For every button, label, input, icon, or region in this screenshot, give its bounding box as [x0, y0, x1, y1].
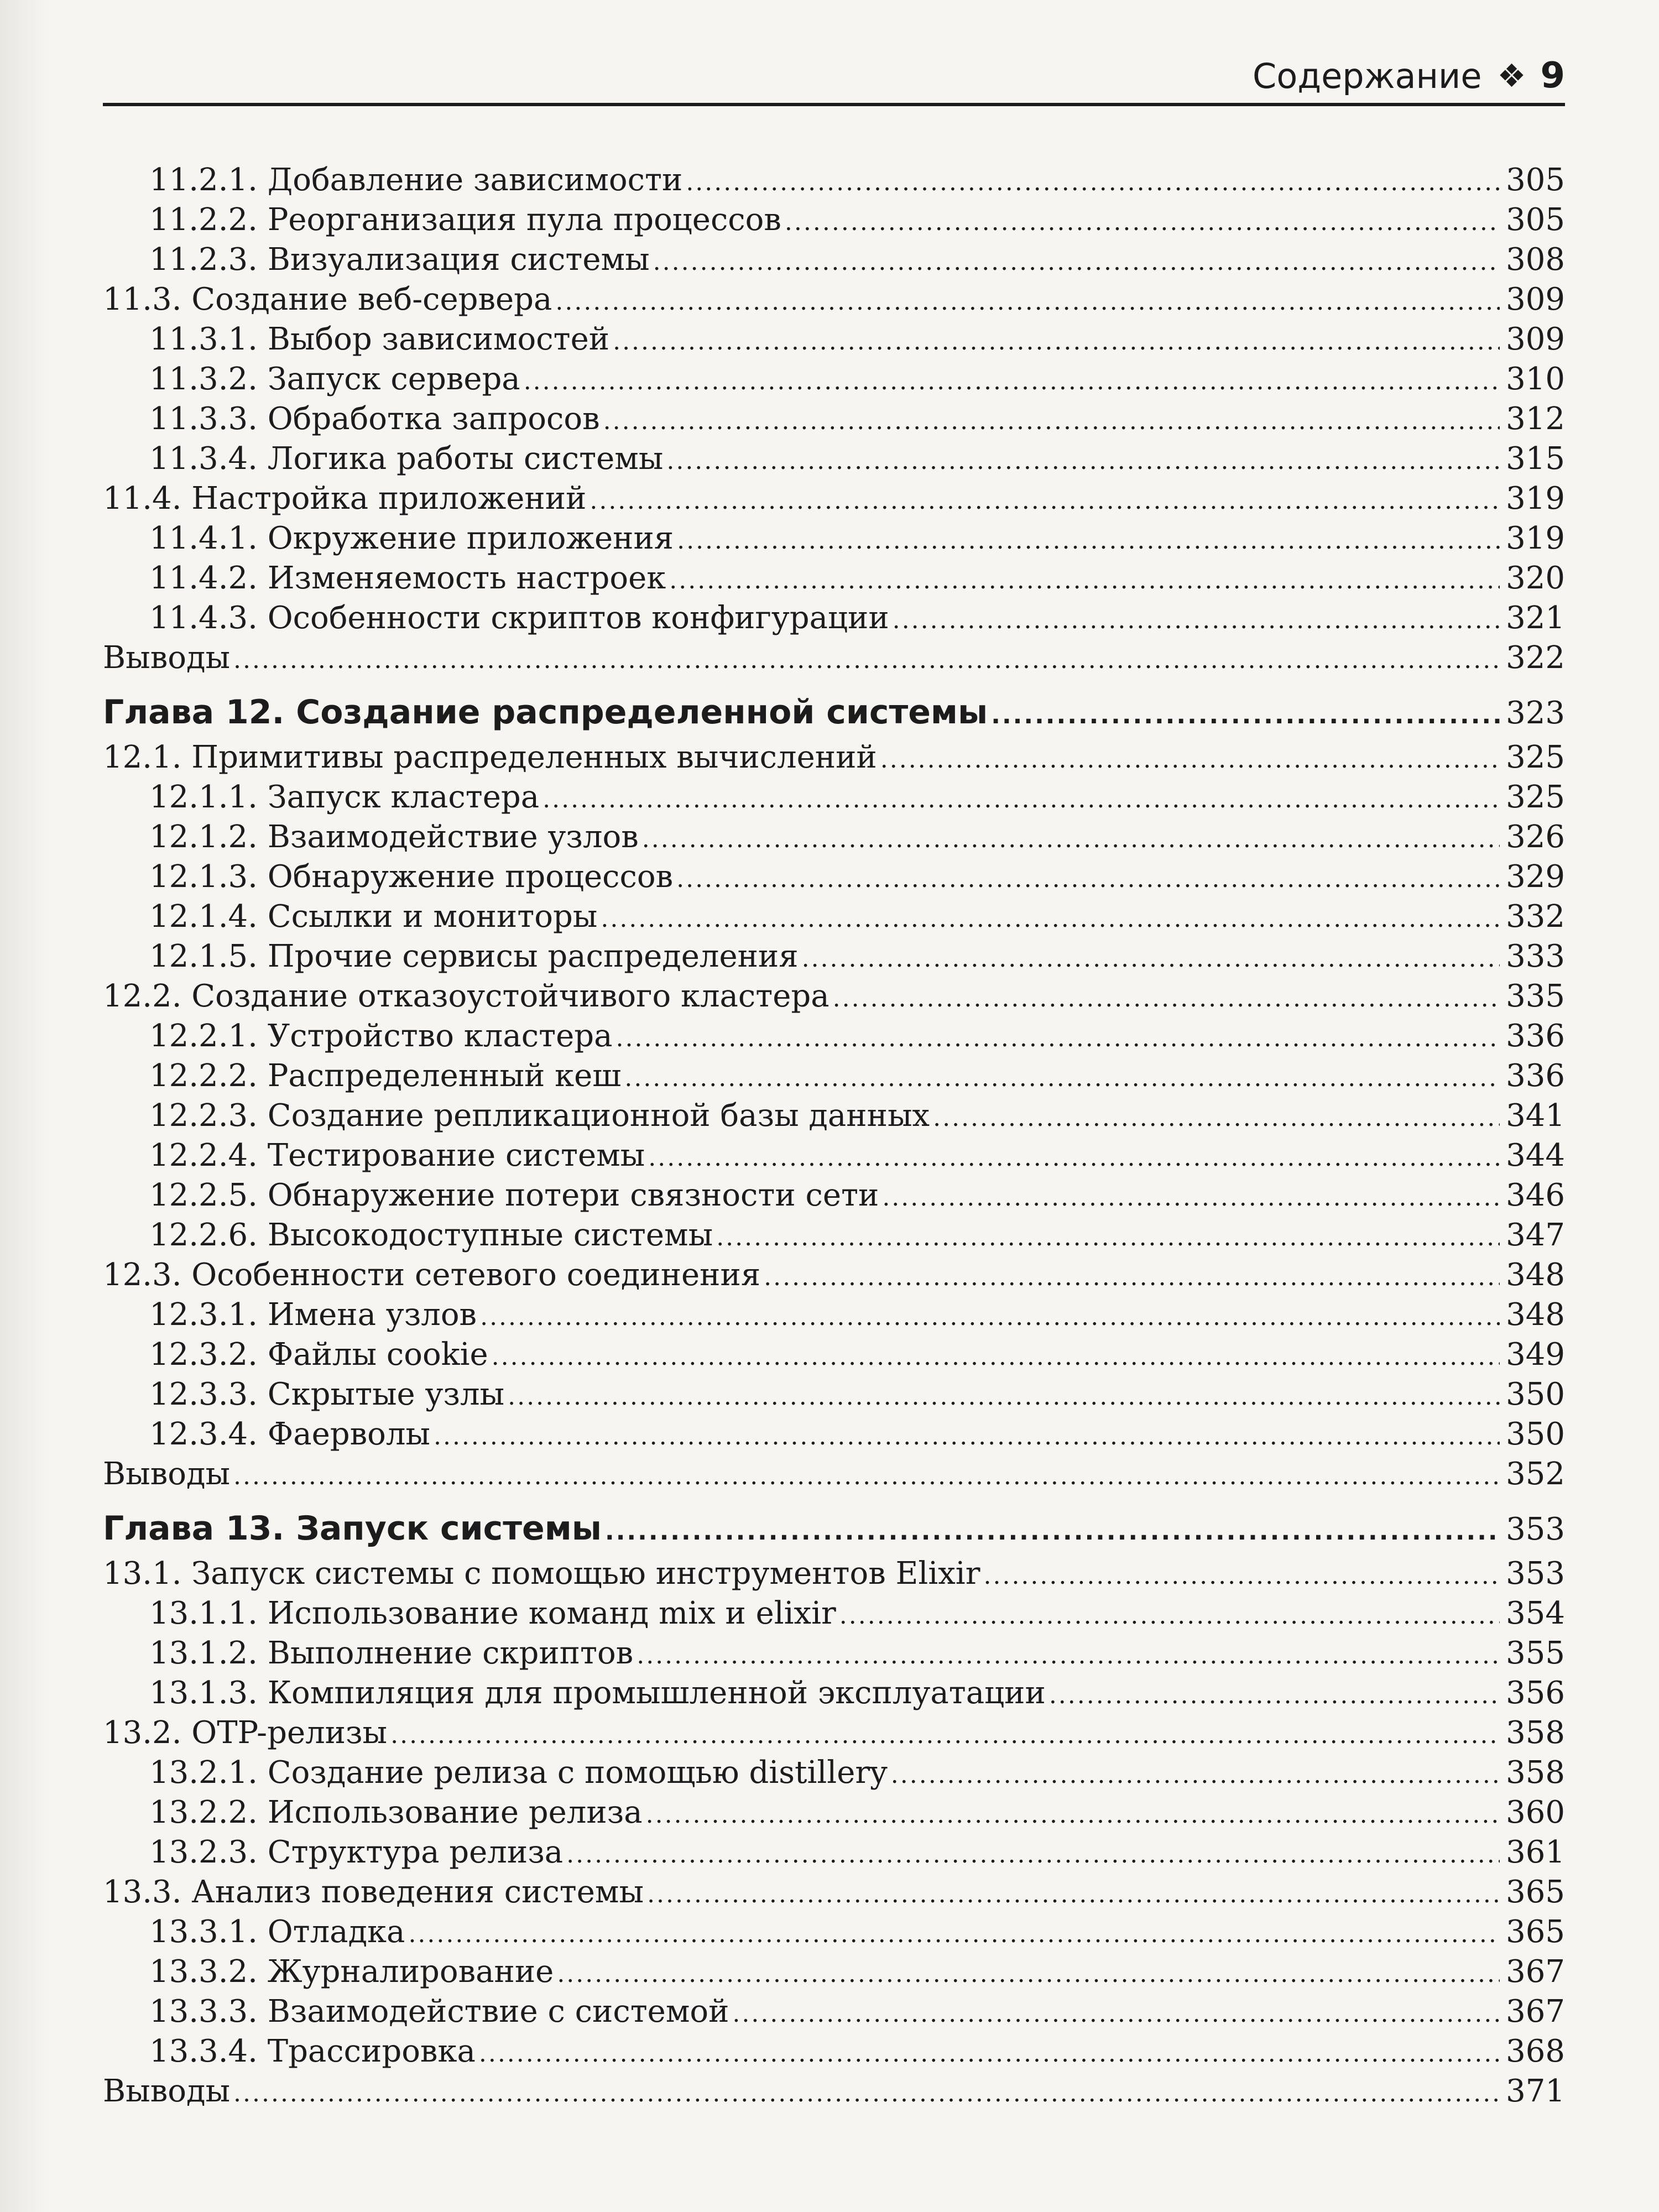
toc-subsection-entry: [103, 1912, 1565, 1952]
dot-leader: [785, 206, 1500, 239]
dot-leader: [233, 644, 1500, 677]
toc-entry-page: 308: [1506, 242, 1565, 278]
toc-entry-title: 12.3.2. Файлы cookie: [149, 1337, 488, 1373]
dot-leader: [732, 1997, 1500, 2031]
toc-entry-page: 355: [1506, 1635, 1565, 1671]
toc-entry-title: 12.1.5. Прочие сервисы распределения: [149, 938, 799, 974]
toc-entry-page: 323: [1506, 695, 1565, 731]
toc-subsection-entry: [103, 1793, 1565, 1833]
dot-leader: [882, 1181, 1500, 1214]
toc-section-entry: [103, 1713, 1565, 1753]
toc-entry-page: 356: [1506, 1675, 1565, 1711]
dot-leader: [390, 1719, 1500, 1752]
toc-entry-page: 319: [1506, 481, 1565, 517]
toc-subsection-entry: [103, 937, 1565, 977]
toc-entry-title: 11.3.3. Обработка запросов: [149, 401, 600, 437]
toc-entry-title: 11.4.1. Окружение приложения: [149, 520, 674, 556]
dot-leader: [991, 693, 1500, 738]
toc-entry-page: 325: [1506, 739, 1565, 775]
dot-leader: [615, 1022, 1500, 1055]
toc-entry-title: 13.2.3. Структура релиза: [149, 1834, 564, 1870]
toc-entry-page: 320: [1506, 560, 1565, 596]
toc-entry-title: 13.2.2. Использование релиза: [149, 1794, 643, 1830]
toc-entry-page: 319: [1506, 520, 1565, 556]
dot-leader: [676, 863, 1500, 896]
dot-leader: [839, 1599, 1500, 1632]
toc-subsection-entry: [103, 359, 1565, 399]
toc-subsection-entry: [103, 1833, 1565, 1872]
toc-entry-page: 346: [1506, 1177, 1565, 1213]
dot-leader: [601, 902, 1500, 936]
toc-subsection-entry: [103, 160, 1565, 200]
toc-section-entry: [103, 1872, 1565, 1912]
toc-subsection-entry: [103, 1056, 1565, 1096]
toc-entry-page: 352: [1506, 1456, 1565, 1492]
paper-edge: [0, 0, 50, 2212]
toc-entry-page: 321: [1506, 600, 1565, 636]
toc-entry-title: 12.1.2. Взаимодействие узлов: [149, 819, 639, 855]
toc-entry-page: 322: [1506, 640, 1565, 676]
dot-leader: [666, 445, 1500, 478]
toc-entry-page: 305: [1506, 202, 1565, 238]
toc-entry-page: 350: [1506, 1416, 1565, 1452]
toc-subsection-entry: [103, 1992, 1565, 2032]
toc-entry-title: 12.1.1. Запуск кластера: [149, 779, 540, 815]
toc-subsection-entry: [103, 240, 1565, 280]
toc-entry-title: 13.1.2. Выполнение скриптов: [149, 1635, 634, 1671]
dot-leader: [605, 1510, 1500, 1554]
toc-entry-title: 13.1. Запуск системы с помощью инструментов Elixir: [103, 1556, 980, 1592]
toc-entry-page: 336: [1506, 1058, 1565, 1094]
four-diamonds-icon: ❖: [1497, 57, 1526, 95]
dot-leader: [637, 1639, 1500, 1672]
dot-leader: [589, 484, 1500, 518]
toc-section-entry: [103, 479, 1565, 519]
dot-leader: [802, 942, 1500, 975]
toc-subsection-entry: [103, 598, 1565, 638]
toc-chapter-entry: [103, 687, 1565, 738]
toc-subsection-entry: [103, 1215, 1565, 1255]
toc-entry-page: 309: [1506, 321, 1565, 357]
toc-entry-title: 13.2. OTP-релизы: [103, 1715, 388, 1751]
table-of-contents: [103, 160, 1565, 2111]
toc-section-entry: [103, 2072, 1565, 2111]
dot-leader: [566, 1838, 1500, 1871]
toc-entry-page: 344: [1506, 1138, 1565, 1173]
toc-subsection-entry: [103, 1295, 1565, 1335]
toc-entry-title: 11.2.2. Реорганизация пула процессов: [149, 202, 781, 238]
toc-subsection-entry: [103, 1016, 1565, 1056]
dot-leader: [677, 524, 1500, 557]
header-title: Содержание: [1253, 55, 1482, 96]
toc-entry-page: 332: [1506, 899, 1565, 935]
toc-subsection-entry: [103, 778, 1565, 817]
dot-leader: [542, 783, 1500, 816]
toc-entry-page: 325: [1506, 779, 1565, 815]
page-number: 9: [1540, 55, 1565, 96]
toc-entry-page: 329: [1506, 859, 1565, 895]
dot-leader: [983, 1559, 1500, 1593]
toc-section-entry: [103, 1255, 1565, 1295]
dot-leader: [764, 1261, 1500, 1294]
dot-leader: [642, 823, 1500, 856]
toc-entry-title: 12.2.5. Обнаружение потери связности сети: [149, 1177, 879, 1213]
toc-subsection-entry: [103, 399, 1565, 439]
toc-section-entry: [103, 638, 1565, 678]
toc-subsection-entry: [103, 1375, 1565, 1415]
toc-entry-title: 12.2.4. Тестирование системы: [149, 1138, 645, 1173]
dot-leader: [555, 285, 1500, 319]
dot-leader: [624, 1062, 1500, 1095]
dot-leader: [933, 1102, 1500, 1135]
toc-entry-page: 350: [1506, 1376, 1565, 1412]
toc-entry-title: 12.3. Особенности сетевого соединения: [103, 1257, 761, 1293]
toc-entry-page: 353: [1506, 1511, 1565, 1547]
dot-leader: [479, 2037, 1500, 2070]
dot-leader: [647, 1878, 1500, 1911]
dot-leader: [434, 1420, 1500, 1453]
toc-entry-title: Выводы: [103, 2073, 231, 2109]
dot-leader: [603, 405, 1500, 438]
toc-entry-page: 349: [1506, 1337, 1565, 1373]
toc-subsection-entry: [103, 2032, 1565, 2072]
dot-leader: [880, 743, 1500, 776]
toc-entry-title: 11.3.4. Логика работы системы: [149, 441, 664, 477]
toc-subsection-entry: [103, 439, 1565, 479]
dot-leader: [891, 1759, 1500, 1792]
toc-entry-page: 358: [1506, 1715, 1565, 1751]
toc-entry-page: 367: [1506, 1954, 1565, 1990]
toc-entry-page: 348: [1506, 1297, 1565, 1333]
toc-entry-title: Глава 13. Запуск системы: [103, 1509, 602, 1548]
toc-entry-title: 13.3. Анализ поведения системы: [103, 1874, 644, 1910]
dot-leader: [557, 1958, 1500, 1991]
toc-subsection-entry: [103, 1136, 1565, 1176]
dot-leader: [653, 246, 1500, 279]
toc-subsection-entry: [103, 1096, 1565, 1136]
toc-entry-page: 368: [1506, 2033, 1565, 2069]
toc-entry-page: 305: [1506, 162, 1565, 198]
toc-entry-title: 11.4. Настройка приложений: [103, 481, 587, 517]
toc-entry-title: 11.4.3. Особенности скриптов конфигурации: [149, 600, 889, 636]
toc-entry-title: 13.3.3. Взаимодействие с системой: [149, 1994, 729, 2030]
toc-chapter-entry: [103, 1503, 1565, 1554]
toc-subsection-entry: [103, 1634, 1565, 1673]
toc-subsection-entry: [103, 1415, 1565, 1454]
toc-subsection-entry: [103, 320, 1565, 359]
dot-leader: [408, 1918, 1500, 1951]
toc-entry-title: 12.1.4. Ссылки и мониторы: [149, 899, 598, 935]
dot-leader: [833, 982, 1500, 1015]
toc-entry-page: 360: [1506, 1794, 1565, 1830]
toc-subsection-entry: [103, 1952, 1565, 1992]
toc-section-entry: [103, 280, 1565, 320]
dot-leader: [233, 1460, 1500, 1493]
toc-subsection-entry: [103, 519, 1565, 559]
toc-entry-title: 13.3.1. Отладка: [149, 1914, 405, 1950]
toc-subsection-entry: [103, 817, 1565, 857]
toc-entry-page: 348: [1506, 1257, 1565, 1293]
toc-entry-page: 333: [1506, 938, 1565, 974]
toc-entry-page: 341: [1506, 1098, 1565, 1134]
toc-subsection-entry: [103, 897, 1565, 937]
toc-subsection-entry: [103, 559, 1565, 598]
toc-entry-title: 12.2.3. Создание репликационной базы данных: [149, 1098, 930, 1134]
dot-leader: [686, 166, 1500, 199]
toc-entry-title: 11.4.2. Изменяемость настроек: [149, 560, 666, 596]
toc-entry-title: 12.3.3. Скрытые узлы: [149, 1376, 505, 1412]
dot-leader: [233, 2077, 1500, 2110]
toc-entry-title: 11.2.1. Добавление зависимости: [149, 162, 683, 198]
toc-entry-page: 365: [1506, 1914, 1565, 1950]
toc-entry-title: 12.1.3. Обнаружение процессов: [149, 859, 674, 895]
running-header: [1253, 55, 1565, 96]
toc-subsection-entry: [103, 1673, 1565, 1713]
toc-entry-page: 309: [1506, 281, 1565, 317]
toc-subsection-entry: [103, 200, 1565, 240]
dot-leader: [613, 325, 1500, 358]
dot-leader: [646, 1798, 1500, 1832]
toc-entry-page: 336: [1506, 1018, 1565, 1054]
toc-entry-page: 353: [1506, 1556, 1565, 1592]
toc-entry-title: 11.2.3. Визуализация системы: [149, 242, 650, 278]
toc-section-entry: [103, 977, 1565, 1016]
toc-entry-page: 358: [1506, 1755, 1565, 1791]
dot-leader: [508, 1380, 1500, 1413]
toc-section-entry: [103, 1454, 1565, 1494]
toc-entry-page: 354: [1506, 1595, 1565, 1631]
dot-leader: [669, 564, 1500, 597]
toc-entry-title: Выводы: [103, 1456, 231, 1492]
toc-subsection-entry: [103, 1753, 1565, 1793]
toc-entry-page: 361: [1506, 1834, 1565, 1870]
toc-entry-title: 12.2.2. Распределенный кеш: [149, 1058, 622, 1094]
toc-entry-title: 12.3.4. Фаерволы: [149, 1416, 430, 1452]
toc-subsection-entry: [103, 857, 1565, 897]
dot-leader: [648, 1141, 1500, 1175]
header-rule: [103, 103, 1565, 106]
toc-entry-title: 12.3.1. Имена узлов: [149, 1297, 477, 1333]
toc-entry-title: 12.2.1. Устройство кластера: [149, 1018, 613, 1054]
toc-entry-page: 367: [1506, 1994, 1565, 2030]
toc-entry-page: 315: [1506, 441, 1565, 477]
toc-entry-title: 13.3.4. Трассировка: [149, 2033, 476, 2069]
toc-entry-page: 365: [1506, 1874, 1565, 1910]
toc-subsection-entry: [103, 1594, 1565, 1634]
toc-entry-title: 13.1.3. Компиляция для промышленной эксплуатации: [149, 1675, 1046, 1711]
toc-entry-title: 12.2.6. Высокодоступные системы: [149, 1217, 713, 1253]
toc-entry-page: 326: [1506, 819, 1565, 855]
dot-leader: [893, 604, 1500, 637]
toc-entry-title: Глава 12. Создание распределенной системы: [103, 693, 988, 732]
toc-entry-title: 12.2. Создание отказоустойчивого кластера: [103, 978, 830, 1014]
toc-entry-page: 371: [1506, 2073, 1565, 2109]
toc-entry-title: 13.1.1. Использование команд mix и elixir: [149, 1595, 836, 1631]
toc-entry-title: 11.3.2. Запуск сервера: [149, 361, 520, 397]
toc-entry-title: 11.3.1. Выбор зависимостей: [149, 321, 610, 357]
dot-leader: [1049, 1679, 1500, 1712]
toc-entry-page: 335: [1506, 978, 1565, 1014]
toc-subsection-entry: [103, 1176, 1565, 1215]
toc-entry-title: 11.3. Создание веб-сервера: [103, 281, 552, 317]
toc-entry-page: 347: [1506, 1217, 1565, 1253]
toc-section-entry: [103, 1554, 1565, 1594]
toc-entry-title: 12.1. Примитивы распределенных вычислений: [103, 739, 877, 775]
toc-entry-title: 13.2.1. Создание релиза с помощью distillery: [149, 1755, 888, 1791]
toc-subsection-entry: [103, 1335, 1565, 1375]
dot-leader: [480, 1301, 1500, 1334]
toc-section-entry: [103, 738, 1565, 778]
dot-leader: [492, 1340, 1500, 1374]
toc-entry-title: Выводы: [103, 640, 231, 676]
toc-entry-page: 310: [1506, 361, 1565, 397]
dot-leader: [716, 1221, 1500, 1254]
toc-entry-page: 312: [1506, 401, 1565, 437]
dot-leader: [524, 365, 1500, 398]
toc-entry-title: 13.3.2. Журналирование: [149, 1954, 554, 1990]
